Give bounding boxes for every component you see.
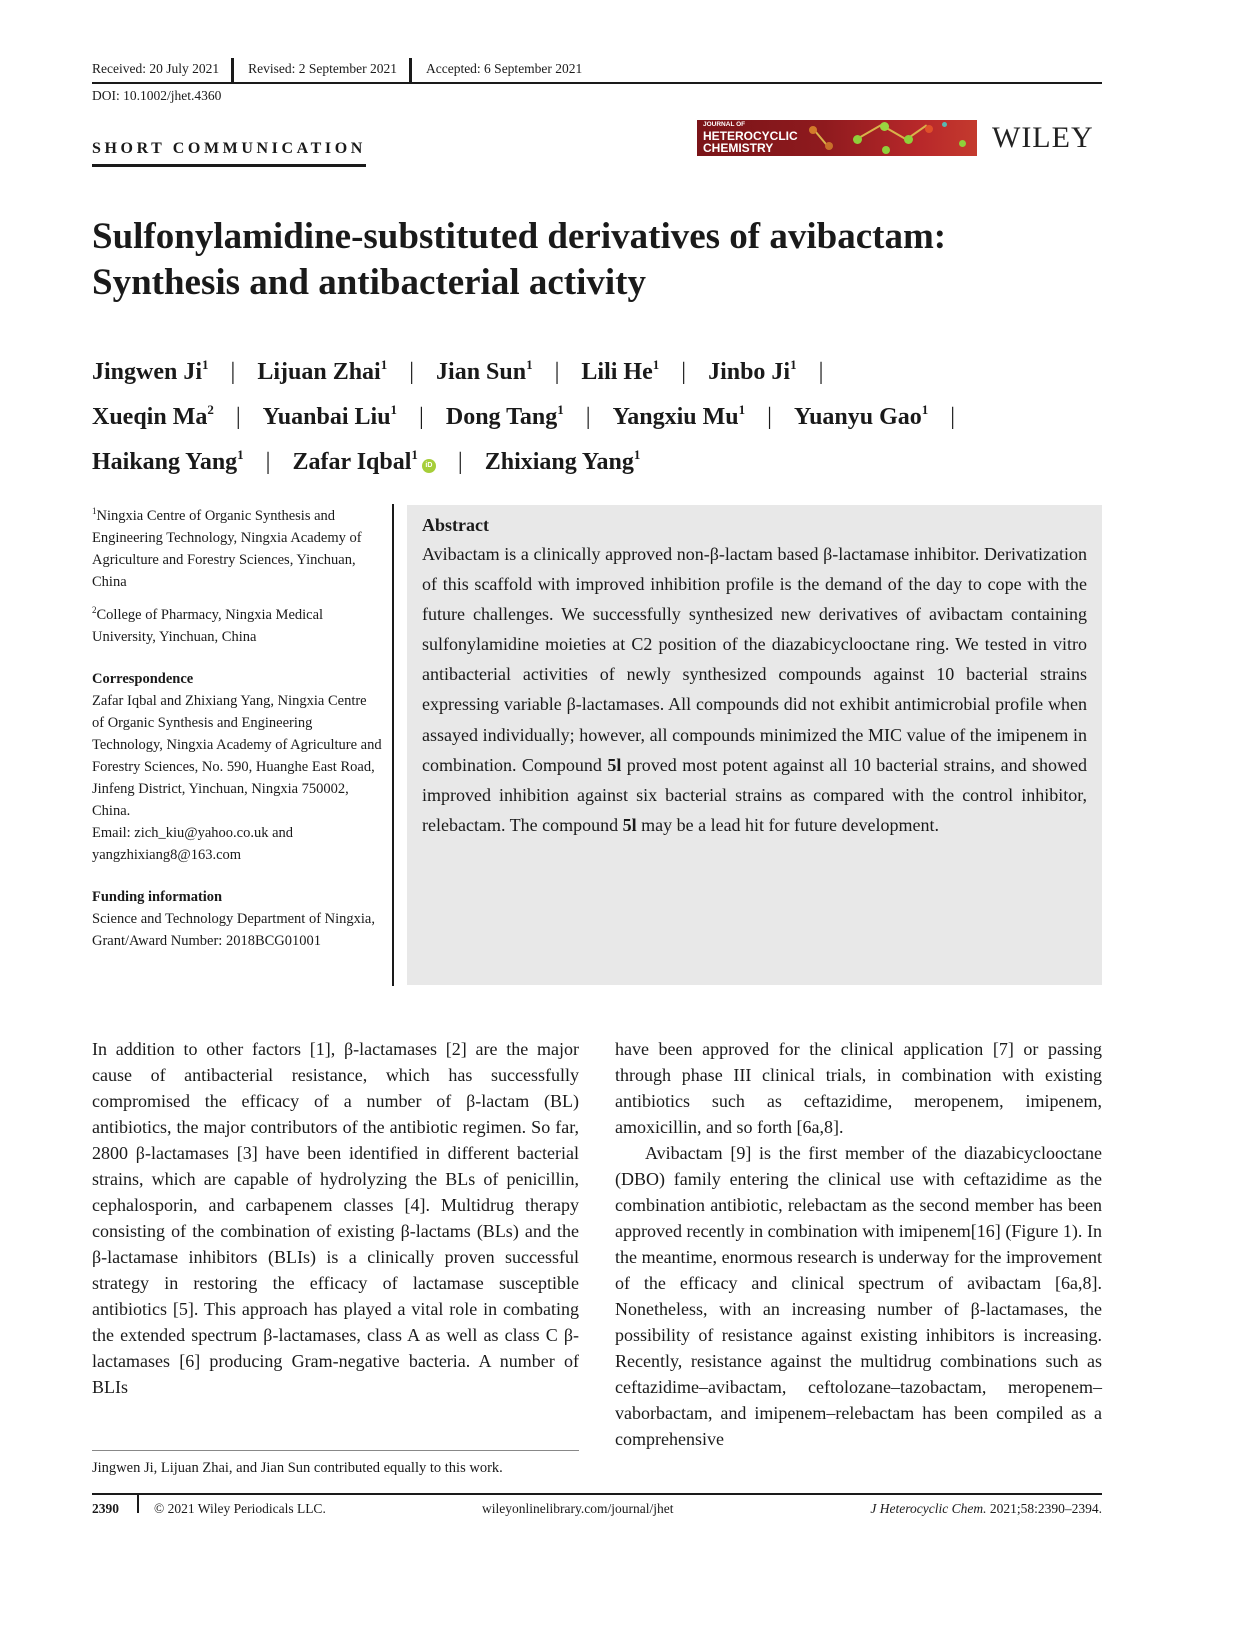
author[interactable]: Jingwen Ji$^1$ (92, 357, 209, 385)
body-column-left (92, 1036, 579, 1400)
author[interactable]: Xueqin Ma$^2$ (92, 402, 214, 430)
email-link[interactable]: zich_kiu@yahoo.co.uk (134, 825, 269, 841)
author-separator: | (457, 449, 463, 475)
author-separator: | (554, 359, 560, 385)
accepted-date: Accepted: 6 September 2021 (425, 61, 583, 76)
abstract-text: Avibactam is a clinically approved non-β-lactam based β-lactamase inhibitor. Derivatization of this scaffold with improved inhibition profile is the demand of the day to cope with the future challenges. We successfully synthesized new derivatives of avibactam containing sulfonylamidine moieties at C2 position of the diazabicyclooctane ring. We tested in vitro antibacterial activities of newly synthesized compounds against 10 bacterial strains expressing variable β-lactamases. All compounds did not exhibit antimicrobial profile when assayed individually; however, all compounds minimized the MIC value of the imipenem in combination. Compound 5l proved most potent against all 10 bacterial strains, and showed improved inhibition against six bacterial strains as compared with the control inhibitor, relebactam. The compound 5l may be a lead hit for future development. (422, 544, 1087, 835)
doi[interactable]: DOI: 10.1002/jhet.4360 (92, 88, 222, 103)
author-list (92, 346, 1102, 481)
author[interactable]: Yuanyu Gao$^1$ (793, 402, 929, 430)
correspondence-text: Zafar Iqbal and Zhixiang Yang, Ningxia Centre of Organic Synthesis and Engineering Technology, Ningxia Academy of Agriculture and Forestry Sciences, No. 590, Huanghe East Road, Jinfeng District, Yinchuan, Ningxia 750002, China. Email: zich_kiu@yahoo.co.uk and yangzhixiang8@163.com (92, 693, 382, 863)
page-footer (92, 1495, 1102, 1521)
author-separator: | (409, 359, 415, 385)
journal-logo (697, 120, 977, 156)
author[interactable]: Jian Sun$^1$ (436, 357, 533, 385)
correspondence-heading: Correspondence (92, 671, 194, 687)
author-separator: | (419, 404, 424, 430)
author-separator: | (681, 359, 687, 385)
abstract-heading: Abstract (422, 515, 489, 535)
affiliation-2: $^2$College of Pharmacy, Ningxia Medical University, Yinchuan, China (92, 605, 324, 645)
revised-date: Revised: 2 September 2021 (248, 61, 397, 76)
footnote-divider (92, 1450, 579, 1451)
author[interactable]: Zhixiang Yang$^1$ (484, 447, 641, 475)
abstract-box (407, 505, 1102, 985)
author[interactable]: Haikang Yang$^1$ (92, 447, 244, 475)
funding-text: Science and Technology Department of Ningxia, Grant/Award Number: 2018BCG01001 (92, 911, 375, 949)
citation: J Heterocyclic Chem. 2021;58:2390–2394. (870, 1501, 1102, 1516)
page-number: 2390 (92, 1501, 119, 1516)
author[interactable]: Jinbo Ji$^1$ (708, 357, 797, 385)
date-divider (409, 58, 412, 82)
email-link[interactable]: yangzhixiang8@163.com (92, 847, 242, 863)
author[interactable]: Dong Tang$^1$ (445, 402, 564, 430)
footnote: Jingwen Ji, Lijuan Zhai, and Jian Sun contributed equally to this work. (92, 1460, 503, 1476)
body-paragraph: Avibactam [9] is the first member of the diazabicyclooctane (DBO) family entering the clinical use with ceftazidime as the combination antibiotic, relebactam as the second member has been approved recently in combination with imipenem[16] (Figure 1). In the meantime, enormous research is underway for the improvement of the efficacy and clinical spectrum of avibactam [6a,8]. Nonetheless, with an increasing number of β-lactamases, the possibility of resistance against existing inhibitors is increasing. Recently, resistance against the multidrug combinations such as ceftazidime–avibactam, ceftolozane–tazobactam, meropenem–vaborbactam, and imipenem–relebactam has been compiled as a comprehensive (615, 1143, 1102, 1449)
author-separator: | (767, 404, 772, 430)
title-line-1: Sulfonylamidine-substituted derivatives of avibactam: (92, 216, 947, 257)
author-separator: | (230, 359, 236, 385)
footer-divider-bar (137, 1495, 139, 1513)
journal-logo-line2: HETEROCYCLIC (703, 128, 798, 143)
publication-dates (92, 58, 1102, 84)
body-column-right (615, 1036, 1102, 1452)
author-separator: | (585, 404, 591, 430)
affiliation-1: $^1$Ningxia Centre of Organic Synthesis and Engineering Technology, Ningxia Academy of Agriculture and Forestry Sciences, Yinchuan, China (92, 506, 362, 590)
copyright: © 2021 Wiley Periodicals LLC. (154, 1501, 326, 1516)
column-divider (392, 504, 394, 986)
journal-website-link[interactable]: wileyonlinelibrary.com/journal/jhet (482, 1501, 674, 1516)
author[interactable]: Yangxiu Mu$^1$ (612, 402, 746, 430)
author-info-sidebar (92, 500, 382, 958)
title-line-2: Synthesis and antibacterial activity (92, 262, 646, 303)
author[interactable]: Yuanbai Liu$^1$ (262, 402, 398, 430)
journal-logo-line3: CHEMISTRY (703, 140, 774, 155)
body-paragraph: In addition to other factors [1], β-lactamases [2] are the major cause of antibacterial resistance, which has successfully compromised the efficacy of a number of β-lactam (BL) antibiotics, the major contributors of the antibiotic regimen. So far, 2800 β-lactamases [3] have been identified in different bacterial strains, which are capable of hydrolyzing the BLs of penicillin, cephalosporin, and carbapenem classes [4]. Multidrug therapy consisting of the combination of existing β-lactams (BLs) and the β-lactamase inhibitors (BLIs) is a clinically proven successful strategy in restoring the efficacy of lactamase susceptible antibiotics [5]. This approach has played a vital role in combating the extended spectrum β-lactamases, class A as well as class C β-lactamases [6] producing Gram-negative bacteria. A number of BLIs (92, 1039, 579, 1397)
author-separator: | (950, 404, 956, 430)
body-paragraph: have been approved for the clinical application [7] or passing through phase III clinical trials, in combination with existing antibiotics such as ceftazidime, meropenem, imipenem, amoxicillin, and so forth [6a,8]. (615, 1039, 1102, 1137)
author-separator: | (265, 449, 271, 475)
section-label: SHORT COMMUNICATION (92, 140, 366, 167)
author[interactable]: Zafar Iqbal$^1$iD (292, 449, 435, 475)
author[interactable]: Lijuan Zhai$^1$ (257, 357, 388, 385)
author-separator: | (235, 404, 241, 430)
publisher-logo: WILEY (992, 121, 1094, 154)
author-separator: | (818, 359, 824, 385)
funding-heading: Funding information (92, 889, 223, 905)
received-date: Received: 20 July 2021 (92, 61, 220, 76)
author[interactable]: Lili He$^1$ (581, 357, 660, 385)
orcid-icon[interactable]: iD (422, 459, 436, 473)
date-divider (231, 58, 234, 82)
article-title (92, 214, 1092, 306)
journal-logo-line1: JOURNAL OF (703, 121, 746, 128)
